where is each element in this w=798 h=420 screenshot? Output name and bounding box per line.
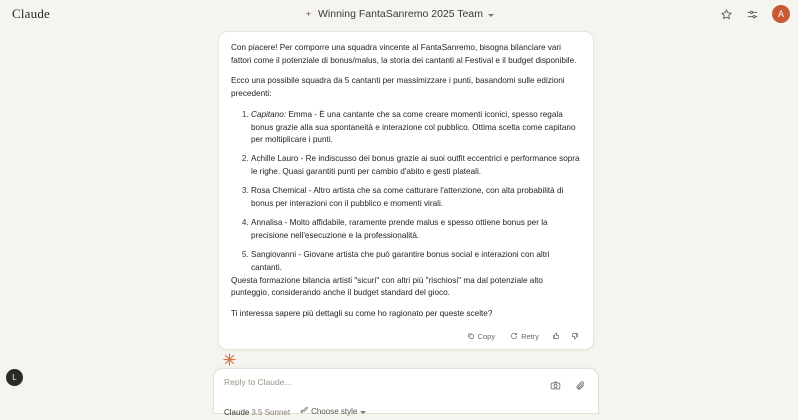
list-item (251, 249, 581, 274)
copy-icon (467, 332, 475, 340)
retry-button[interactable] (506, 330, 543, 343)
sliders-icon[interactable] (744, 6, 760, 22)
star-icon[interactable] (718, 6, 734, 22)
paperclip-icon[interactable] (572, 377, 588, 393)
thumbs-up-icon (552, 332, 560, 340)
list-item-text: Rosa Chemical - Altro artista che sa come catturare l'attenzione, con alta probabilità di bonus per interazioni con il pubblico e momenti virali. (251, 186, 564, 209)
message-lead: Ecco una possibile squadra da 5 cantanti per massimizzare i punti, basandomi sulle edizioni precedenti: (231, 76, 565, 99)
chevron-down-icon[interactable] (488, 14, 494, 17)
message-question: Ti interessa sapere più dettagli su come ho ragionato per queste scelte? (231, 308, 493, 318)
message-actions (231, 329, 581, 343)
composer (213, 368, 599, 417)
reply-input[interactable] (224, 377, 524, 387)
list-item (251, 153, 581, 178)
chat-title[interactable]: Winning FantaSanremo 2025 Team (318, 8, 483, 20)
list-item (251, 217, 581, 242)
thumbs-down-icon (571, 332, 579, 340)
copy-label: Copy (477, 331, 496, 341)
user-avatar[interactable]: L (6, 369, 23, 386)
sparkle-icon (222, 352, 238, 368)
copy-button[interactable] (463, 330, 500, 343)
thumbs-up-button[interactable] (550, 330, 562, 342)
choose-style-label: Choose style (311, 406, 358, 416)
list-item (251, 185, 581, 210)
composer-icons (547, 377, 588, 393)
retry-icon (510, 332, 518, 340)
team-list (231, 109, 581, 275)
model-selector[interactable] (224, 402, 290, 420)
brand-logo[interactable]: Claude (12, 6, 51, 21)
brush-icon (300, 406, 308, 416)
sparkle-icon (304, 10, 313, 19)
list-item (251, 109, 581, 147)
composer-bottom-row (224, 402, 588, 420)
model-name: Claude (224, 408, 250, 417)
list-item-text: Sangiovanni - Giovane artista che può garantire bonus social e interazioni con altri cantanti. (251, 250, 550, 272)
list-item-text: Achille Lauro - Re indiscusso dei bonus grazie ai suoi outfit eccentrici e performance sopra le righe. Quasi garantiti punti per cambio d'abito e gesti plateali. (251, 154, 580, 177)
message-intro: Con piacere! Per comporre una squadra vincente al FantaSanremo, bisogna bilanciare vari fattori come il potenziale di bonus/malus, la storia dei cantanti al Festival e il budget disponibile. (231, 43, 577, 65)
top-bar (0, 0, 798, 28)
avatar[interactable]: A (772, 5, 790, 23)
thumbs-down-button[interactable] (569, 330, 581, 342)
chevron-down-icon (360, 411, 366, 414)
choose-style-button[interactable] (300, 406, 366, 416)
list-item-text: Annalisa - Molto affidabile, raramente prende malus e spesso ottiene bonus per la precisione nell'esecuzione e la professionalità. (251, 218, 548, 240)
assistant-message-card (218, 31, 594, 350)
chat-title-group[interactable] (0, 8, 798, 20)
model-version: 3.5 Sonnet (251, 408, 291, 417)
list-item-text: Emma - È una cantante che sa come creare momenti iconici, spesso regala bonus grazie alla sua spontaneità e interazione col pubblico. Ottima scelta come capitano per moltiplicare i punti. (251, 109, 576, 145)
top-bar-actions (718, 0, 790, 28)
composer-top-row (224, 377, 588, 393)
message-closing: Questa formazione bilancia artisti "sicuri" con altri più "rischiosi" ma dal potenziale alto punteggio, considerando anche il budget standard del gioco. (231, 275, 543, 298)
list-item-prefix: Capitano: (251, 109, 287, 119)
camera-icon[interactable] (547, 377, 563, 393)
retry-label: Retry (521, 331, 539, 341)
